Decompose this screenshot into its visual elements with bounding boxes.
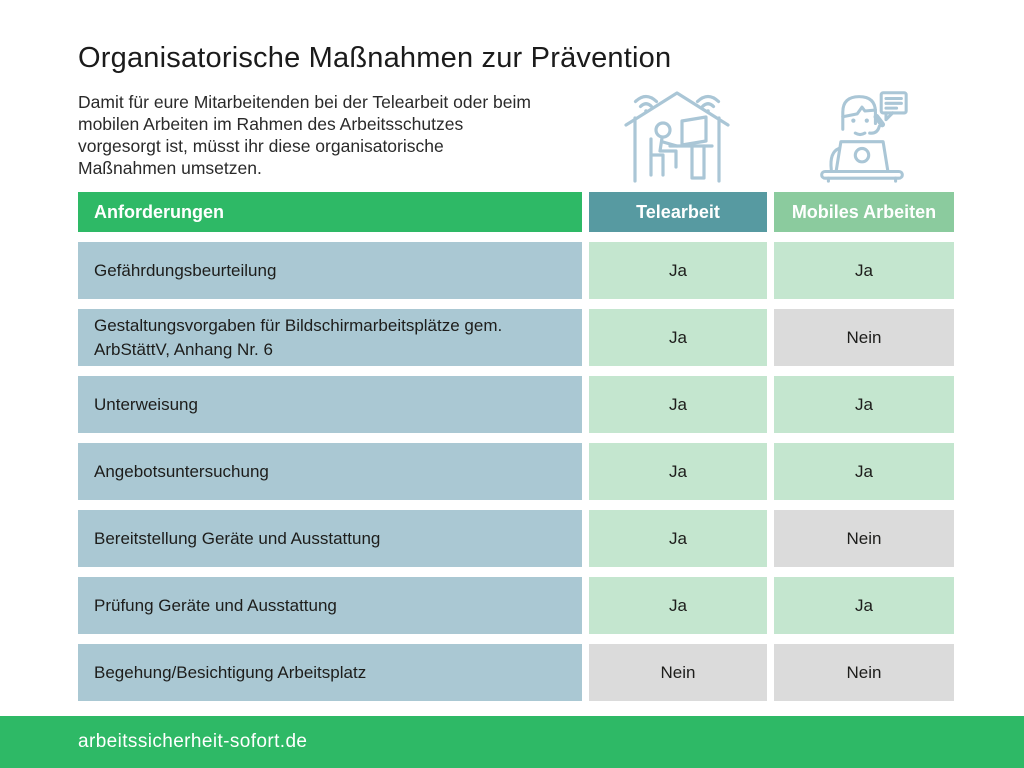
mobiles-arbeiten-value: Nein xyxy=(774,510,954,567)
footer-site-text: arbeitssicherheit-sofort.de xyxy=(78,731,308,752)
telearbeit-value: Ja xyxy=(589,510,767,567)
mobiles-arbeiten-value: Nein xyxy=(774,309,954,366)
footer-bar xyxy=(0,716,1024,768)
requirement-label: Prüfung Geräte und Ausstattung xyxy=(78,577,582,634)
requirement-label: Angebotsuntersuchung xyxy=(78,443,582,500)
requirement-label: Bereitstellung Geräte und Ausstattung xyxy=(78,510,582,567)
mobiles-arbeiten-value: Ja xyxy=(774,443,954,500)
mobiles-arbeiten-value: Ja xyxy=(774,577,954,634)
requirement-label: Begehung/Besichtigung Arbeitsplatz xyxy=(78,644,582,701)
telearbeit-value: Ja xyxy=(589,443,767,500)
requirement-label: Gefährdungsbeurteilung xyxy=(78,242,582,299)
intro-text: Damit für eure Mitarbeitenden bei der Telearbeit oder beim mobilen Arbeiten im Rahmen des Arbeitsschutzes vorgesorgt ist, müsst ihr diese organisatorische Maßnahmen umsetzen. xyxy=(78,92,531,178)
mobiles-arbeiten-value: Nein xyxy=(774,644,954,701)
telearbeit-value: Ja xyxy=(589,376,767,433)
mobiles-arbeiten-value: Ja xyxy=(774,376,954,433)
requirement-label: Unterweisung xyxy=(78,376,582,433)
telearbeit-value: Ja xyxy=(589,309,767,366)
column-header-telearbeit: Telearbeit xyxy=(589,192,767,232)
page-title: Organisatorische Maßnahmen zur Prävention xyxy=(78,42,672,74)
requirement-label: Gestaltungsvorgaben für Bildschirmarbeitsplätze gem. ArbStättV, Anhang Nr. 6 xyxy=(78,309,582,366)
requirements-table xyxy=(78,192,954,701)
column-header-mobiles-arbeiten: Mobiles Arbeiten xyxy=(774,192,954,232)
headset-worker-icon xyxy=(814,87,910,183)
telearbeit-value: Ja xyxy=(589,242,767,299)
mobiles-arbeiten-value: Ja xyxy=(774,242,954,299)
header-icons xyxy=(620,87,910,183)
telearbeit-value: Nein xyxy=(589,644,767,701)
telearbeit-value: Ja xyxy=(589,577,767,634)
home-office-icon xyxy=(620,87,734,183)
column-header-anforderungen: Anforderungen xyxy=(78,192,582,232)
